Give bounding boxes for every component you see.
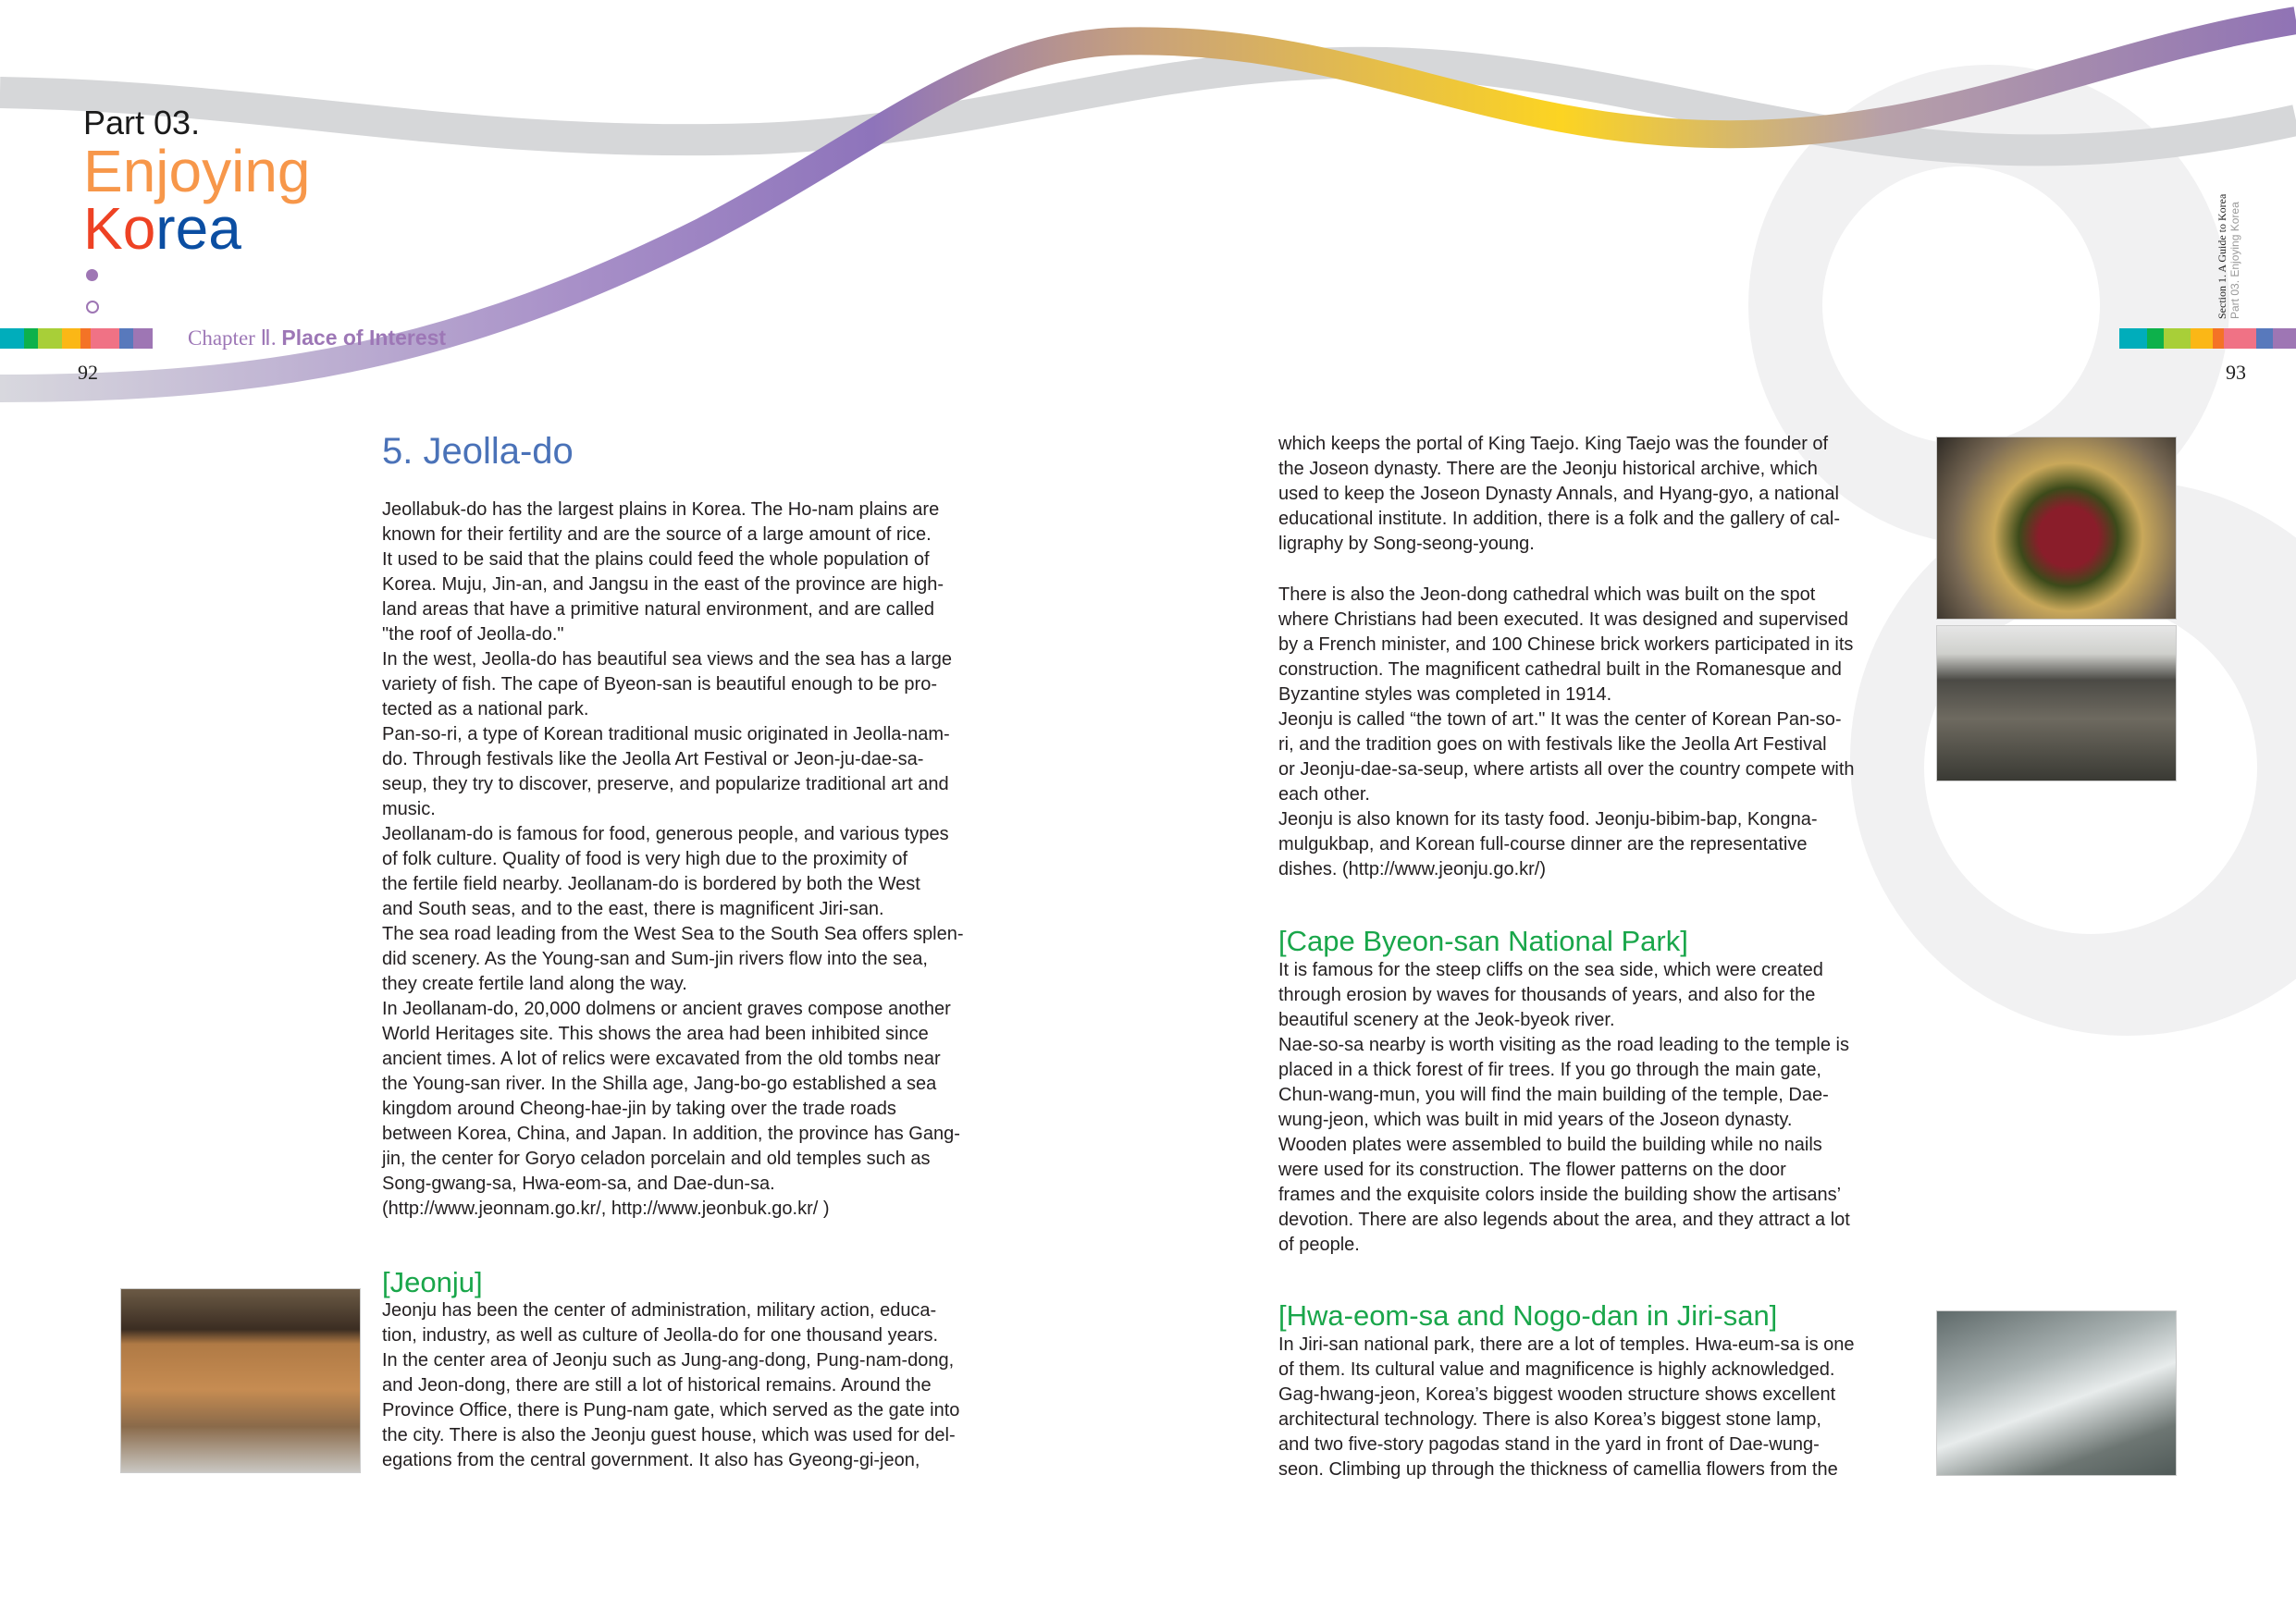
- title-korea: [83, 196, 241, 261]
- running-section: Section 1. A Guide to Korea: [2216, 193, 2228, 319]
- text-line: the fertile field nearby. Jeollanam-do is bordered by both the West: [382, 874, 920, 894]
- text-line: educational institute. In addition, there is a folk and the gallery of cal-: [1278, 509, 1841, 529]
- text-line: where Christians had been executed. It was designed and supervised: [1278, 609, 1848, 630]
- intro-text: [382, 498, 964, 1222]
- text-line: Province Office, there is Pung-nam gate, which served as the gate into: [382, 1400, 960, 1420]
- text-line: they create fertile land along the way.: [382, 974, 687, 994]
- jeonju-text: [382, 1298, 959, 1473]
- chapter-number: Chapter Ⅱ.: [188, 326, 282, 350]
- text-line: by a French minister, and 100 Chinese brick workers participated in its: [1278, 634, 1854, 655]
- text-line: do. Through festivals like the Jeolla Art Festival or Jeon-ju-dae-sa-: [382, 749, 924, 769]
- text-line: which keeps the portal of King Taejo. King Taejo was the founder of: [1278, 434, 1829, 454]
- hollow-dot-icon: [86, 301, 99, 314]
- part-label: Part 03.: [83, 104, 201, 141]
- color-strip-right: [2119, 328, 2296, 349]
- text-line: the Joseon dynasty. There are the Jeonju historical archive, which: [1278, 459, 1818, 479]
- text-line: wung-jeon, which was built in mid years of the Joseon dynasty.: [1278, 1110, 1793, 1130]
- text-line: variety of fish. The cape of Byeon-san is beautiful enough to be pro-: [382, 674, 937, 695]
- page-number-right: 93: [2226, 361, 2246, 384]
- text-line: mulgukbap, and Korean full-course dinner are the representative: [1278, 834, 1808, 855]
- text-line: and South seas, and to the east, there is magnificent Jiri-san.: [382, 899, 884, 919]
- text-line: kingdom around Cheong-hae-jin by taking over the trade roads: [382, 1099, 896, 1119]
- text-line: ri, and the tradition goes on with festivals like the Jeolla Art Festival: [1278, 734, 1827, 755]
- hwa-heading: [Hwa-eom-sa and Nogo-dan in Jiri-san]: [1278, 1299, 1778, 1332]
- text-line: Nae-so-sa nearby is worth visiting as the road leading to the temple is: [1278, 1035, 1849, 1055]
- text-line: There is also the Jeon-dong cathedral which was built on the spot: [1278, 584, 1816, 605]
- running-header-vertical: [2216, 194, 2241, 319]
- text-line: placed in a thick forest of fir trees. If you go through the main gate,: [1278, 1060, 1821, 1080]
- jirisan-temple-photo: [1936, 1310, 2177, 1476]
- text-line: jin, the center for Goryo celadon porcelain and old temples such as: [382, 1149, 931, 1169]
- text-line: Jeollabuk-do has the largest plains in Korea. The Ho-nam plains are: [382, 499, 940, 520]
- text-line: In the center area of Jeonju such as Jung-ang-dong, Pung-nam-dong,: [382, 1350, 955, 1371]
- text-line: were used for its construction. The flower patterns on the door: [1278, 1160, 1786, 1180]
- text-line: frames and the exquisite colors inside the building show the artisans’: [1278, 1185, 1842, 1205]
- text-line: Song-gwang-sa, Hwa-eom-sa, and Dae-dun-sa.: [382, 1174, 775, 1194]
- text-line: known for their fertility and are the source of a large amount of rice.: [382, 524, 932, 545]
- text-line: Korea. Muju, Jin-an, and Jangsu in the east of the province are high-: [382, 574, 944, 595]
- text-line: Chun-wang-mun, you will find the main building of the temple, Dae-: [1278, 1085, 1829, 1105]
- text-line: ligraphy by Song-seong-young.: [1278, 534, 1535, 554]
- hanok-village-photo: [1936, 625, 2177, 781]
- text-line: between Korea, China, and Japan. In addition, the province has Gang-: [382, 1124, 960, 1144]
- text-line: In the west, Jeolla-do has beautiful sea views and the sea has a large: [382, 649, 952, 670]
- text-line: Jeonju has been the center of administration, military action, educa-: [382, 1300, 937, 1321]
- hwa-text: [1278, 1333, 1855, 1482]
- title-enjoying: Enjoying: [83, 138, 311, 204]
- hanok-house-photo: [120, 1288, 361, 1473]
- title-korea-part2: rea: [155, 195, 241, 262]
- cape-text: [1278, 958, 1850, 1258]
- text-line: and Jeon-dong, there are still a lot of historical remains. Around the: [382, 1375, 932, 1396]
- jeonju-continued-text: [1278, 432, 1840, 557]
- text-line: of folk culture. Quality of food is very high due to the proximity of: [382, 849, 908, 869]
- text-line: "the roof of Jeolla-do.": [382, 624, 564, 645]
- text-line: of them. Its cultural value and magnificence is highly acknowledged.: [1278, 1359, 1835, 1380]
- text-line: Byzantine styles was completed in 1914.: [1278, 684, 1612, 705]
- text-line: each other.: [1278, 784, 1370, 805]
- color-strip-left: [0, 328, 176, 349]
- cape-heading: [Cape Byeon-san National Park]: [1278, 925, 1688, 957]
- text-line: seon. Climbing up through the thickness of camellia flowers from the: [1278, 1459, 1838, 1480]
- text-line: beautiful scenery at the Jeok-byeok river.: [1278, 1010, 1615, 1030]
- text-line: Pan-so-ri, a type of Korean traditional music originated in Jeolla-nam-: [382, 724, 950, 744]
- page-number-left: 92: [78, 361, 98, 384]
- running-part: Part 03. Enjoying Korea: [2228, 202, 2241, 319]
- text-line: It is famous for the steep cliffs on the sea side, which were created: [1278, 960, 1823, 980]
- text-line: tected as a national park.: [382, 699, 589, 719]
- text-line: through erosion by waves for thousands of years, and also for the: [1278, 985, 1816, 1005]
- chapter-label: [188, 326, 446, 350]
- filled-dot-icon: [86, 269, 98, 281]
- text-line: In Jiri-san national park, there are a lot of temples. Hwa-eum-sa is one: [1278, 1334, 1855, 1355]
- text-line: of people.: [1278, 1235, 1360, 1255]
- text-line: music.: [382, 799, 436, 819]
- text-line: Jeonju is called “the town of art." It was the center of Korean Pan-so-: [1278, 709, 1842, 730]
- title-korea-part1: Ko: [83, 195, 156, 262]
- text-line: It used to be said that the plains could feed the whole population of: [382, 549, 930, 570]
- text-line: dishes. (http://www.jeonju.go.kr/): [1278, 859, 1547, 879]
- text-line: seup, they try to discover, preserve, and popularize traditional art and: [382, 774, 949, 794]
- text-line: egations from the central government. It also has Gyeong-gi-jeon,: [382, 1450, 920, 1470]
- text-line: and two five-story pagodas stand in the yard in front of Dae-wung-: [1278, 1434, 1820, 1455]
- text-line: the city. There is also the Jeonju guest house, which was used for del-: [382, 1425, 956, 1445]
- chapter-title: Place of Interest: [281, 326, 447, 350]
- text-line: The sea road leading from the West Sea to the South Sea offers splen-: [382, 924, 964, 944]
- text-line: (http://www.jeonnam.go.kr/, http://www.jeonbuk.go.kr/ ): [382, 1199, 830, 1219]
- text-line: or Jeonju-dae-sa-seup, where artists all over the country compete with: [1278, 759, 1855, 780]
- text-line: Wooden plates were assembled to build the building while no nails: [1278, 1135, 1822, 1155]
- section-heading: 5. Jeolla-do: [382, 431, 574, 472]
- text-line: the Young-san river. In the Shilla age, Jang-bo-go established a sea: [382, 1074, 937, 1094]
- text-line: construction. The magnificent cathedral built in the Romanesque and: [1278, 659, 1842, 680]
- text-line: architectural technology. There is also Korea’s biggest stone lamp,: [1278, 1409, 1821, 1430]
- text-line: ancient times. A lot of relics were excavated from the old tombs near: [382, 1049, 941, 1069]
- text-line: In Jeollanam-do, 20,000 dolmens or ancient graves compose another: [382, 999, 951, 1019]
- text-line: tion, industry, as well as culture of Jeolla-do for one thousand years.: [382, 1325, 939, 1346]
- jeonju-heading: [Jeonju]: [382, 1266, 483, 1298]
- text-line: did scenery. As the Young-san and Sum-jin rivers flow into the sea,: [382, 949, 928, 969]
- text-line: used to keep the Joseon Dynasty Annals, and Hyang-gyo, a national: [1278, 484, 1839, 504]
- text-line: Gag-hwang-jeon, Korea’s biggest wooden structure shows excellent: [1278, 1384, 1836, 1405]
- cathedral-text: [1278, 583, 1855, 882]
- bibimbap-photo: [1936, 436, 2177, 620]
- text-line: Jeollanam-do is famous for food, generous people, and various types: [382, 824, 949, 844]
- text-line: devotion. There are also legends about the area, and they attract a lot: [1278, 1210, 1850, 1230]
- text-line: Jeonju is also known for its tasty food. Jeonju-bibim-bap, Kongna-: [1278, 809, 1818, 830]
- text-line: land areas that have a primitive natural environment, and are called: [382, 599, 935, 620]
- text-line: World Heritages site. This shows the area had been inhibited since: [382, 1024, 929, 1044]
